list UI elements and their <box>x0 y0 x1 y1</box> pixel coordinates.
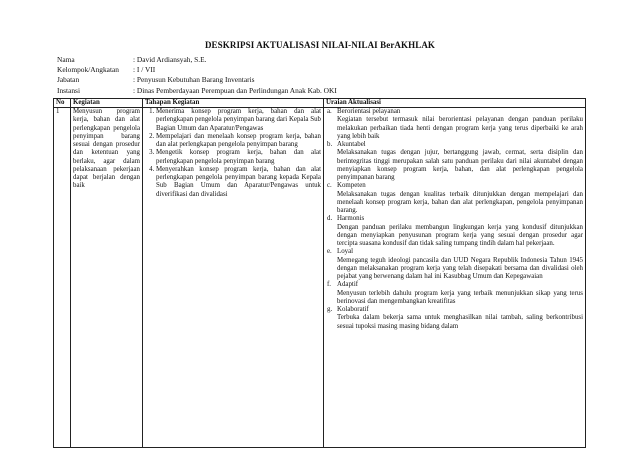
uraian-item <box>326 248 583 281</box>
tahapan-list <box>145 108 321 199</box>
uraian-marker: b. <box>327 141 333 148</box>
table-header-row <box>54 99 586 108</box>
uraian-heading: Loyal <box>337 248 354 256</box>
uraian-marker: g. <box>327 306 333 313</box>
uraian-marker: d. <box>327 215 333 223</box>
uraian-heading: Akuntabel <box>337 141 366 148</box>
header-no: No <box>54 99 71 108</box>
uraian-heading: Adaptif <box>337 281 359 289</box>
uraian-body: Memegang teguh ideologi pancasila dan UUD Negara Republik Indonesia Tahun 1945 dengan melaksanakan program kerja yang telah disepakati bersama dan divalidasi oleh pejabat yang berwenang dalam hal ini Kasubbag Umum dan Kepegawaian <box>337 256 583 280</box>
meta-label: Instansi <box>57 86 80 95</box>
meta-value: : Penyusun Kebutuhan Barang Inventaris <box>133 75 255 84</box>
uraian-body: Melaksanakan tugas dengan kualitas terbaik ditunjukkan dengan mempelajari dan menelaah konsep program kerja, bahan dan alat perlengkapan, pengelola penyimpanan barang. <box>337 190 583 214</box>
cell-no: 1 <box>54 108 71 448</box>
uraian-heading: Harmonis <box>337 215 365 223</box>
meta-label: Kelompok/Angkatan <box>57 65 119 74</box>
uraian-body: Terbuka dalam bekerja sama untuk menghasilkan nilai tambah, saling berkontribusi sesuai tupoksi masing masing bidang dalam <box>337 314 583 330</box>
header-tahapan: Tahapan Kegiatan <box>143 99 324 108</box>
meta-label: Nama <box>57 55 75 64</box>
meta-value: : Dinas Pemberdayaan Perempuan dan Perlindungan Anak Kab. OKI <box>133 86 337 95</box>
uraian-item <box>326 215 583 248</box>
meta-label: Jabatan <box>57 75 80 84</box>
cell-kegiatan: Menyusun program kerja, bahan dan alat perlengkapan pengelola penyimpan barang sesuai dengan prosedur dan ketentuan yang berlaku, agar dalam pelaksanaan pekerjaan dapat berjalan dengan baik <box>71 108 143 448</box>
uraian-heading: Kolaboratif <box>337 306 369 313</box>
uraian-item <box>326 306 583 331</box>
uraian-marker: a. <box>327 108 332 115</box>
header-kegiatan: Kegiatan <box>71 99 143 108</box>
uraian-list <box>326 108 583 331</box>
meta-value: : I / VII <box>133 65 156 74</box>
tahapan-step: 3. Mengetik konsep program kerja, bahan dan alat perlengkapan pengelola penyimpan barang <box>156 149 321 166</box>
aktualisasi-table <box>53 98 586 448</box>
uraian-marker: c. <box>327 182 332 190</box>
uraian-body: Dengan panduan perilaku membangun lingkungan kerja yang kondusif ditunjukkan dengan menyiapkan penyusunan program kerja yang sesuai dengan prosedur agar tercipta suasana kondusif dan tidak saling tumpang tindih dalam hal pekerjaan. <box>337 223 583 247</box>
cell-tahapan <box>143 108 324 448</box>
uraian-heading: Berorientasi pelayanan <box>337 108 401 115</box>
cell-uraian <box>324 108 586 448</box>
uraian-body: Kegiatan tersebut termasuk nilai berorientasi pelayanan dengan panduan perilaku melakukan perbaikan tiada henti dengan program kerja yang terus diperbaiki ke arah yang lebih baik <box>337 116 583 140</box>
tahapan-step: 4. Menyerahkan konsep program kerja, bahan dan alat perlengkapan pengelola penyimpan barang kepada Kepala Sub Bagian Umum dan Aparatur/Pengawas untuk diverifikasi dan divalidasi <box>156 166 321 199</box>
uraian-body: Menyusun terlebih dahulu program kerja yang terbaik menunjukkan sikap yang terus berinovasi dan mengembangkan kreatifitas <box>337 289 583 305</box>
meta-value: : David Ardiansyah, S.E. <box>133 55 207 64</box>
uraian-heading: Kompeten <box>337 182 366 190</box>
uraian-marker: f. <box>327 281 332 289</box>
tahapan-step: 2. Mempelajari dan menelaah konsep program kerja, bahan dan alat perlengkapan pengelola penyimpan barang <box>156 133 321 150</box>
uraian-marker: e. <box>327 248 332 256</box>
uraian-item <box>326 141 583 182</box>
uraian-item <box>326 108 583 141</box>
uraian-item <box>326 182 583 215</box>
tahapan-step: 1. Menerima konsep program kerja, bahan dan alat perlengkapan pengelola penyimpan barang dari Kepala Sub Bagian Umum dan Aparatur/Pengawas <box>156 108 321 133</box>
document-title: DESKRIPSI AKTUALISASI NILAI-NILAI BerAKHLAK <box>204 40 436 50</box>
uraian-item <box>326 281 583 306</box>
header-uraian: Uraian Aktualisasi <box>324 99 586 108</box>
uraian-body: Melaksanakan tugas dengan jujur, bertanggung jawab, cermat, serta disiplin dan berintegritas tinggi merupakan salah satu panduan perilaku dari nilai akuntabel dengan menyiapkan konsep program kerja, bahan, dan alat perlengkapan pengelola penyimpanan barang <box>337 149 583 181</box>
table-row <box>54 108 586 448</box>
